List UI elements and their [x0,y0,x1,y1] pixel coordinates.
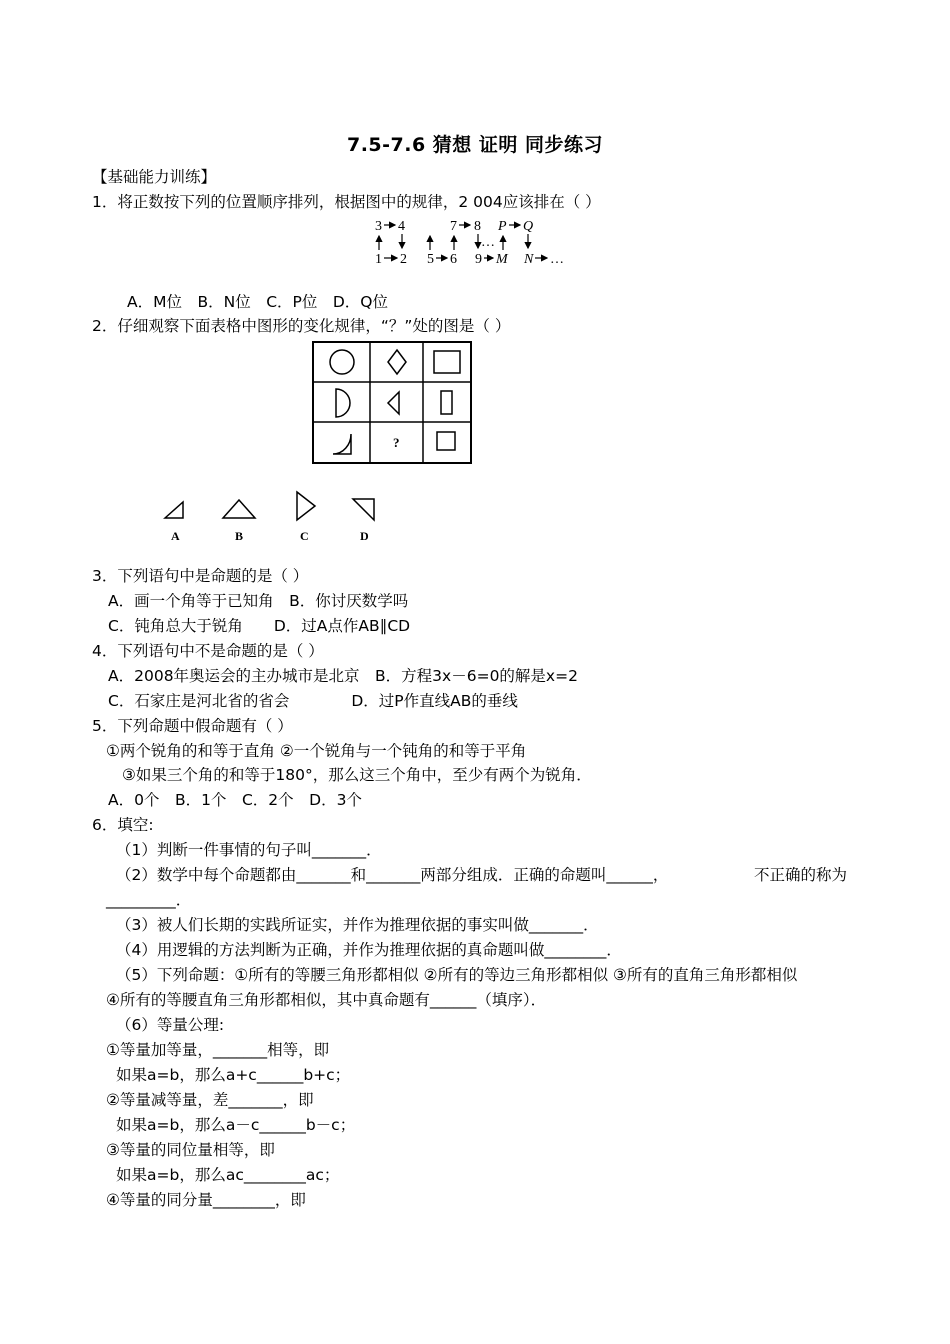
q6-part5b: ④所有的等腰直角三角形都相似，其中真命题有______（填序）． [106,991,547,1009]
diamond-shape [388,350,406,374]
q5-statement-line1: ①两个锐角的和等于直角 ②一个锐角与一个钝角的和等于平角 [106,742,527,760]
q1-stem: 1．将正数按下列的位置顺序排列，根据图中的规律，2 004应该排在（ ） [92,193,601,211]
q4-options-line2: C．石家庄是河北省的省会 D．过P作直线AB的垂线 [108,692,518,710]
axiom-2: ②等量减等量，差_______，即 [106,1091,314,1109]
seq-bottom-0: 1 [375,252,382,267]
circle-shape [330,350,354,374]
axiom-4: ④等量的同分量________，即 [106,1191,306,1209]
seq-top-2: 7 [450,219,457,234]
option-a-shape [165,502,183,518]
seq-bottom-3: 6 [450,252,457,267]
seq-top-5: Q [523,219,534,234]
seq-ellipsis-1: … [481,235,495,250]
seq-bottom-4: 9 [475,252,482,267]
q6-part4: （4）用逻辑的方法判断为正确，并作为推理依据的真命题叫做________． [116,941,622,959]
q2-stem: 2．仔细观察下面表格中图形的变化规律，“？”处的图是（ ） [92,317,511,335]
question-mark: ? [393,435,400,450]
q5-options: A．0个 B．1个 C．2个 D．3个 [108,791,362,809]
square-shape [434,351,460,373]
option-c-shape [297,492,315,520]
q2-answer-options [155,488,395,548]
option-d-shape [353,499,374,520]
q6-part6: （6）等量公理: [116,1016,225,1034]
seq-bottom-5: M [496,252,508,267]
q6-part3: （3）被人们长期的实践所证实，并作为推理依据的事实叫做_______． [116,916,599,934]
axiom-3: ③等量的同位量相等，即 [106,1141,275,1159]
q3-options-line2: C．钝角总大于锐角 D．过A点作AB∥CD [108,617,411,635]
half-diamond-shape [388,392,399,414]
q2-pattern-grid [312,341,474,465]
half-square-shape [441,391,452,414]
q4-options-line1: A．2008年奥运会的主办城市是北京 B．方程3x－6=0的解是x=2 [108,667,578,685]
page-title: 7.5-7.6 猜想 证明 同步练习 [346,134,604,156]
q6-stem: 6．填空: [92,816,154,834]
half-circle-shape [336,389,350,417]
seq-top-1: 4 [398,219,405,234]
seq-top-3: 8 [474,219,481,234]
axiom-2-example: 如果a=b，那么a－c______b－c； [116,1116,356,1134]
q4-stem: 4．下列语句中不是命题的是（ ） [92,642,324,660]
q1-sequence-diagram [370,212,580,272]
q6-part1: （1）判断一件事情的句子叫_______． [116,841,382,859]
option-b-shape [223,500,255,518]
seq-bottom-2: 5 [427,252,434,267]
q6-part2a: （2）数学中每个命题都由_______和_______两部分组成．正确的命题叫______， [116,866,669,884]
q6-part2c: _________． [106,891,192,909]
seq-top-0: 3 [375,219,382,234]
q6-part2b: 不正确的称为 [754,866,848,884]
seq-bottom-1: 2 [400,252,407,267]
seq-ellipsis-2: … [550,252,564,267]
axiom-3-example: 如果a=b，那么ac________ac； [116,1166,340,1184]
q1-options: A．M位 B．N位 C．P位 D．Q位 [127,293,389,311]
q5-statement-line2: ③如果三个角的和等于180°，那么这三个角中，至少有两个为锐角． [122,766,592,784]
option-d-label: D [360,529,369,543]
seq-bottom-6: N [524,252,534,267]
q5-stem: 5．下列命题中假命题有（ ） [92,717,293,735]
axiom-1-example: 如果a=b，那么a+c______b+c； [116,1066,351,1084]
option-b-label: B [235,529,244,543]
small-square-shape [437,432,455,450]
seq-top-4: P [498,219,507,234]
option-a-label: A [171,529,180,543]
q6-part5a: （5）下列命题：①所有的等腰三角形都相似 ②所有的等边三角形都相似 ③所有的直角三角形都相似 [116,966,798,984]
option-c-label: C [300,529,309,543]
axiom-1: ①等量加等量，_______相等，即 [106,1041,330,1059]
q3-options-line1: A．画一个角等于已知角 B．你讨厌数学吗 [108,592,409,610]
section-heading: 【基础能力训练】 [92,168,217,186]
quarter-circle-shape [333,434,351,454]
q3-stem: 3．下列语句中是命题的是（ ） [92,567,309,585]
